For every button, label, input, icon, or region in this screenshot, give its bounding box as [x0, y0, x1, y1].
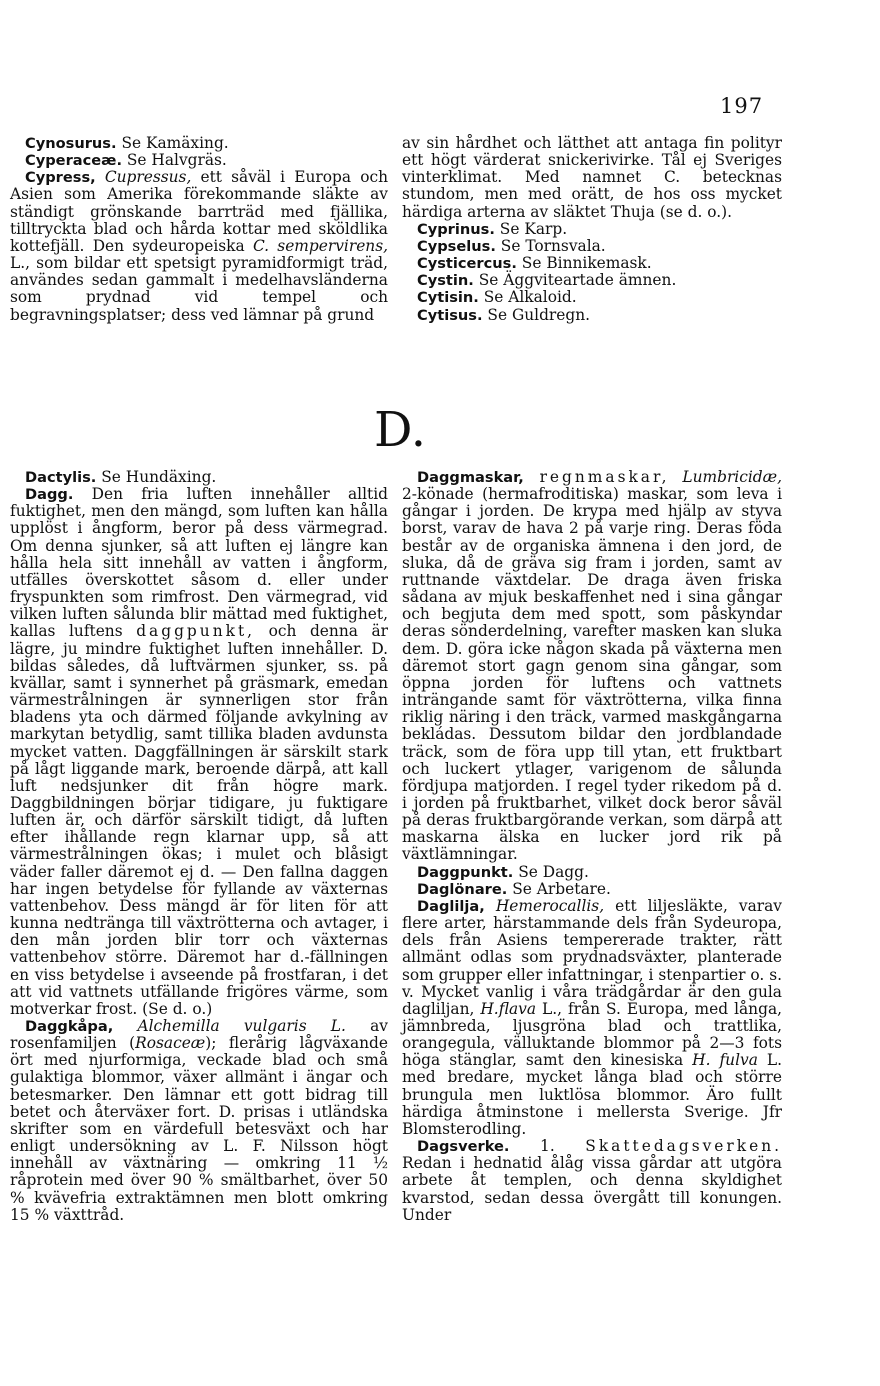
entry-cynosurus	[10, 135, 388, 152]
latin-name: Alchemilla vulgaris L.	[137, 1017, 346, 1035]
entry-daglilja: Daglilja, Hemerocallis, ett liljesläkte, varav flere arter, härstammande dels från Sydeuropa, dels från Asiens tempererade trakter, rätt allmänt odlas som prydnadsväxter, planterade som grupper eller infattningar, i stenpartier o. s. v. Mycket vanlig i våra trädgårdar är den gula dagliljan, H.flava L., från S. Europa, med långa, jämnbreda, ljusgröna blad och trattlika, orangegula, välluktande blommor på 2—3 fots höga stänglar, samt den kinesiska H. fulva L. med bredare, mycket långa blad och större brungula men luktlösa blommor. Äro fullt härdiga åtminstone i mellersta Sverige. Jfr Blomsterodling.	[402, 896, 783, 1138]
headword: Cynosurus.	[25, 135, 117, 152]
entry-daggkapa: Daggkåpa, Alchemilla vulgaris L. av rosenfamiljen (Rosaceæ); flerårig lågväxande ört med njurformiga, veckade blad och små gulaktiga blommor, växer allmänt i ängar och betesmarker. Den lämnar ett gott bidrag till betet och återväxer fort. D. prisas i utländska skrifter som en värdefull betesväxt och har enligt undersökning av L. F. Nilsson högt innehåll av växtnäring — omkring 11 ½ råprotein med över 90 % smältbarhet, över 50 % kvävefria extraktämnen men blott omkring 15 % växttråd.	[10, 1017, 389, 1224]
headword: Cysticercus.	[417, 255, 517, 273]
entry-text: Se Kamäxing.	[116, 134, 229, 152]
headword: Cytisin.	[417, 289, 479, 307]
spaced-term: daggpunkt,	[136, 622, 256, 641]
latin-name: Cupressus,	[104, 168, 192, 187]
headword: Cyperaceæ.	[25, 152, 122, 170]
page-number: 197	[720, 94, 764, 118]
top-left-column	[10, 135, 388, 324]
continuation-text: av sin hårdhet och lätthet att antaga fin polityr ett högt värderat snickerivirke. Tål ej Sveriges vinterklimat. Med namnet C. betecknas stundom, men med orätt, de hos oss mycket härdiga arterna av släktet Thuja (se d. o.).	[402, 134, 782, 221]
entry-dagg: Dagg. Den fria luften innehåller alltid fuktighet, men den mängd, som luften kan hålla upplöst i ångform, beror på dess värmegrad. Om denna sjunker, så att luften ej längre kan hålla hela sitt innehåll av vatten i ångform, utfälles överskottet såsom d. eller under fryspunkten som rimfrost. Den värmegrad, vid vilken luften sålunda blir mättad med fuktighet, kallas luftens daggpunkt, och denna är lägre, ju mindre fuktighet luften innehåller. D. bildas således, då luftvärmen sjunker, ss. på kvällar, samt i synnerhet på gräsmark, emedan värmestrålningen är synnerligen stor från bladens yta och därmed följande avkylning av markytan betydlig, samt tillika bladen avdunsta mycket vatten. Daggfällningen är särskilt stark på lågt liggande mark, beroende därpå, att kall luft nedsjunker dit från högre mark. Daggbildningen börjar tidigare, ju fuktigare luften är, och därför särskilt tidigt, då luften efter ihållande regn klarnar upp, så att värmestrålningen ökas; i mulet och blåsigt väder faller däremot ej d. — Den fallna daggen har ingen betydelse för fyllande av växternas vattenbehov. Dess mängd är för liten för att kunna nedtränga till växtrötterna och avtager, i den mån jorden blir torr och växternas vattenbehov större. Däremot har d.-fällningen en viss betydelse i avseende på frostfaran, i det att vid vattnets utfällande frigöres värme, som motverkar frost. (Se d. o.)	[10, 485, 389, 1018]
entry-dactylis: Dactylis. Se Hundäxing.	[25, 468, 217, 486]
headword: Cyprinus.	[417, 220, 495, 238]
entry-cystin: Cystin. Se Äggviteartade ämnen.	[417, 271, 677, 290]
top-right-column	[402, 135, 782, 324]
bottom-left-column	[10, 469, 388, 1224]
headword: Daggmaskar,	[417, 469, 524, 486]
latin-name: Hemerocallis,	[495, 896, 605, 915]
entry-cypselus: Cypselus. Se Tornsvala.	[417, 236, 606, 255]
headword: Dagg.	[25, 486, 74, 504]
spaced-term: regnmaskar,	[523, 468, 670, 486]
latin-name: H.flava	[480, 999, 537, 1018]
entry-daglonare: Daglönare. Se Arbetare.	[417, 879, 611, 898]
entry-text: Se Halvgräs.	[122, 151, 227, 170]
headword: Daglönare.	[417, 880, 508, 898]
bottom-right-column	[402, 469, 782, 1224]
headword: Cypress,	[25, 169, 96, 187]
entry-cyprinus: Cyprinus. Se Karp.	[417, 219, 568, 238]
latin-name: C. sempervirens,	[252, 236, 389, 255]
headword: Daggkåpa,	[25, 1018, 114, 1035]
entry-dagsverke: Dagsverke. 1. Skattedagsverken. Redan i hednatid ålåg vissa gårdar att utgöra arbete åt templen, och denna skyldighet kvarstod, sedan dessa övergått till konungen. Under	[402, 1137, 782, 1224]
entry-cypress: Cypress, Cupressus, ett såväl i Europa och Asien som Amerika förekommande släkte av ständigt grönskande barrträd med fjällika, tilltryckta blad och hårda kottar med sköldlika kottefjäll. Den sydeuropeiska C. sempervirens, L., som bildar ett spetsigt pyramidformigt träd, användes sedan gammalt i medelhavsländerna som prydnad vid tempel och begravningsplatser; dess ved lämnar på grund	[10, 168, 389, 324]
entry-cyperaceae	[10, 152, 388, 169]
headword: Daggpunkt.	[417, 863, 514, 881]
entry-cysticercus: Cysticercus. Se Binnikemask.	[417, 254, 652, 273]
entry-daggmaskar: Daggmaskar, regnmaskar, Lumbricidæ, 2-könade (hermafroditiska) maskar, som leva i gångar i jorden. De krypa med hjälp av styva borst, varav de hava 2 på varje ring. Deras föda består av de organiska ämnena i den jord, de sluka, då de gräva sig fram i jorden, samt av ruttnande växtdelar. De draga även friska sådana av mjuk beskaffenhet ned i sina gångar och begjuta dem med spott, som påskyndar deras sönderdelning, varefter masken kan sluka dem. D. göra icke någon skada på växterna men däremot stort gagn genom sina gångar, som öppna jorden för luftens och vattnets inträngande samt för växtrötterna, vilka finna riklig näring i den träck, varmed maskgångarna bekládas. Dessutom bildar den jordblandade träck, som de föra upp till ytan, ett fruktbart och luckert ytlager, varigenom de sålunda fördjupa matjorden. I regel tyder rikedom på d. i jorden på fruktbarhet, vilket dock beror såväl på deras fruktbargörande verkan, som därpå att maskarna älska en lucker jord rik på växtlämningar.	[402, 468, 782, 864]
entry-cytisin: Cytisin. Se Alkaloid.	[417, 288, 577, 307]
headword: Cypselus.	[417, 237, 496, 255]
latin-name: Lumbricidæ,	[682, 468, 782, 486]
headword: Dagsverke.	[417, 1138, 510, 1156]
headword: Cystin.	[417, 272, 474, 290]
entry-daggpunkt: Daggpunkt. Se Dagg.	[417, 862, 589, 881]
headword: Daglilja,	[417, 897, 485, 915]
section-letter-heading: D.	[374, 402, 427, 458]
headword: Dactylis.	[25, 469, 97, 486]
latin-name: H. fulva	[692, 1051, 758, 1070]
entry-cytisus: Cytisus. Se Guldregn.	[417, 305, 591, 324]
spaced-term: Skattedagsverken.	[585, 1137, 782, 1156]
headword: Cytisus.	[417, 306, 483, 324]
latin-name: Rosaceæ	[135, 1034, 206, 1053]
